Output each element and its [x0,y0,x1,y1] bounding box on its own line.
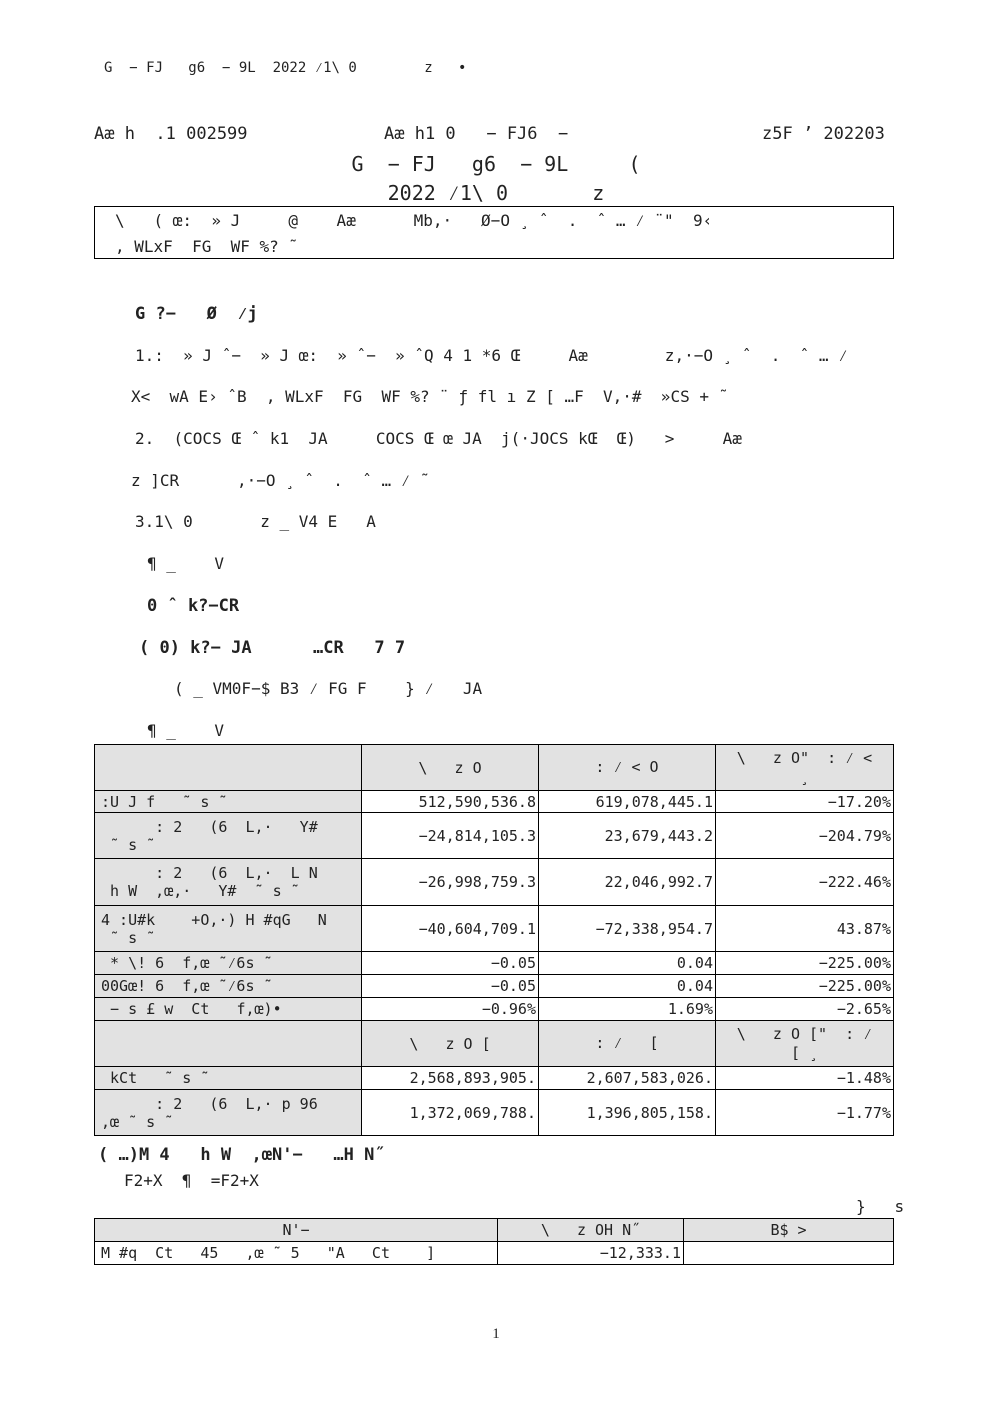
financial-table [94,744,894,1136]
row-label: * \! 6 f,œ ˜⁄6s ˜ [95,952,362,975]
header-change-sub: ¸ [799,768,810,786]
row-current: −0.05 [362,952,539,975]
row-change: −17.20% [716,791,894,813]
row-change: 43.87% [716,906,894,952]
table-row [95,859,894,906]
table-row [95,975,894,998]
row-label: :U J f ˜ s ˜ [95,791,362,813]
row-note [684,1242,894,1265]
stock-short-name: Aæ h1 0 − FJ6 − [384,124,569,144]
table-header-cell: N'− [95,1219,498,1242]
table-header-cell [716,745,894,791]
row-current: −26,998,759.3 [362,859,539,906]
header-change-label: \ z O" : ⁄ < [736,749,873,767]
row-previous: 23,679,443.2 [539,813,716,859]
subheading-a: ¶ _ V [147,554,225,573]
table-row [95,1090,894,1136]
subheading-g: F2+X ¶ =F2+X [124,1171,259,1190]
row-previous: −72,338,954.7 [539,906,716,952]
section-item-3: 3.1\ 0 z _ V4 E A [135,512,376,531]
row-label: 00Gœ! 6 f,œ ˜⁄6s ˜ [95,975,362,998]
row-change: −1.48% [716,1067,894,1090]
table-row [95,952,894,975]
table-row [95,906,894,952]
document-subtitle: 2022 ⁄1\ 0 z [387,181,605,205]
row-label: : 2 (6 L,· Y# ˜ s ˜ [95,813,362,859]
row-previous: 619,078,445.1 [539,791,716,813]
table-header-cell: \ z O [ [362,1021,539,1067]
subheading-b: 0 ˆ k?−CR [147,596,240,616]
row-previous: 0.04 [539,975,716,998]
row-change: −1.77% [716,1090,894,1136]
table-header-cell [95,1021,362,1067]
unit-label: } s [856,1197,905,1216]
stock-code: Aæ h .1 002599 [94,124,248,144]
section-item-2-cont: z ]CR ,·−O ¸ ˆ . ˆ … ⁄ ˜ [131,471,430,490]
row-change: −225.00% [716,952,894,975]
section-item-1-cont: X< wA E› ˆB , WLxF FG WF %? ¨ ƒ fl ı Z [ …F V,·# »CS + ˜ [131,387,729,406]
table-row [95,998,894,1021]
row-label: : 2 (6 L,· p 96 ,œ ˜ s ˜ [95,1090,362,1136]
header-change-label: \ z O [" : ⁄ [736,1025,873,1043]
row-current: −24,814,105.3 [362,813,539,859]
running-header: G − FJ g6 − 9L 2022 ⁄1\ 0 z • [104,60,467,76]
subheading-d: ( _ VM0F−$ B3 ⁄ FG F } ⁄ JA [174,679,483,698]
notice-line-1: \ ( œ: » J @ Aæ Mb,· Ø−O ¸ ˆ . ˆ … ⁄ ¨" 9‹ [115,211,713,230]
subheading-f: ( …)M 4 h W ,œN'− …H N˝ [98,1145,385,1165]
row-label: − s £ w Ct f,œ)• [95,998,362,1021]
table-header-cell: : ⁄ < O [539,745,716,791]
notice-line-2: , WLxF FG WF %? ˜ [115,237,299,256]
row-current: 512,590,536.8 [362,791,539,813]
section-item-1: 1.: » J ˆ− » J œ: » ˆ− » ˆQ 4 1 *6 Œ Aæ z,·−O ¸ ˆ . ˆ … ⁄ [135,346,848,365]
row-change: −222.46% [716,859,894,906]
notice-box [94,206,894,259]
row-previous: 1,396,805,158. [539,1090,716,1136]
section-heading: G ?− Ø ⁄j [135,304,258,324]
row-current: 1,372,069,788. [362,1090,539,1136]
table-header-cell [95,745,362,791]
section-item-2: 2. (COCS Œ ˆ k1 JA COCS Œ œ JA j(·JOCS kŒ Œ) > Aæ [135,429,742,448]
row-value: −12,333.1 [498,1242,684,1265]
row-previous: 1.69% [539,998,716,1021]
document-title: G − FJ g6 − 9L ( [351,152,641,176]
detail-table [94,1218,894,1265]
subheading-c: ( 0) k?− JA …CR 7 7 [139,638,406,658]
table-header-cell: : ⁄ [ [539,1021,716,1067]
row-current: 2,568,893,905. [362,1067,539,1090]
row-previous: 22,046,992.7 [539,859,716,906]
table-row [95,791,894,813]
table-header-cell: B$ > [684,1219,894,1242]
row-item: M #q Ct 45 ,œ ˜ 5 "A Ct ] [95,1242,498,1265]
announcement-number: z5F ’ 202203 [762,124,885,144]
row-previous: 0.04 [539,952,716,975]
row-label: kCt ˜ s ˜ [95,1067,362,1090]
table-header-cell [716,1021,894,1067]
page-number: 1 [492,1326,500,1342]
row-current: −0.05 [362,975,539,998]
row-previous: 2,607,583,026. [539,1067,716,1090]
row-change: −204.79% [716,813,894,859]
table-row [95,1067,894,1090]
row-change: −225.00% [716,975,894,998]
subheading-e: ¶ _ V [147,721,225,740]
table-row [95,813,894,859]
row-label: 4 :U#k +O,·) H #qG N ˜ s ˜ [95,906,362,952]
table-header-cell: \ z OH N˝ [498,1219,684,1242]
row-current: −0.96% [362,998,539,1021]
table-row [95,1242,894,1265]
table-header-cell: \ z O [362,745,539,791]
header-change-sub: [ ¸ [790,1044,819,1062]
row-current: −40,604,709.1 [362,906,539,952]
row-change: −2.65% [716,998,894,1021]
row-label: : 2 (6 L,· L N h W ,œ,· Y# ˜ s ˜ [95,859,362,906]
